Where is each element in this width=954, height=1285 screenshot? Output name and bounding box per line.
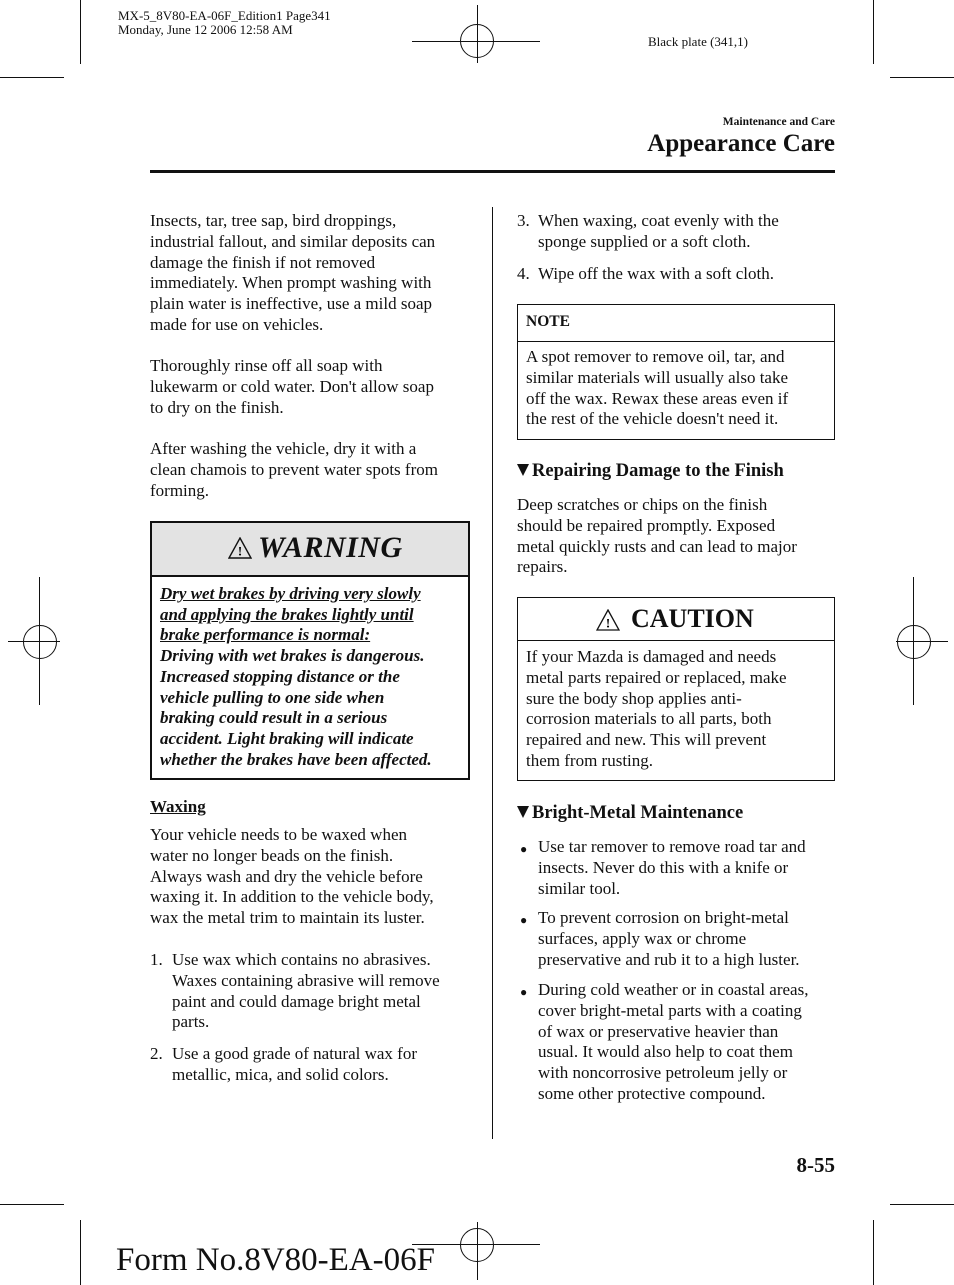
text-line: Thoroughly rinse off all soap with	[150, 356, 383, 375]
text-line: Wipe off the wax with a soft cloth.	[538, 264, 774, 283]
text-line: made for use on vehicles.	[150, 314, 324, 334]
text-line: paint and could damage bright metal	[172, 991, 421, 1011]
step-item	[517, 264, 837, 285]
text-line: similar materials will usually also take	[526, 367, 789, 387]
repair-paragraph	[517, 495, 837, 578]
text-line: Deep scratches or chips on the finish	[517, 495, 768, 514]
print-slug	[118, 9, 331, 37]
warning-icon-glyph: !	[237, 543, 243, 559]
warning-line: Increased stopping distance or the	[160, 666, 400, 686]
bullet-item	[517, 837, 837, 899]
note-box	[517, 304, 835, 440]
step-item	[150, 1044, 470, 1086]
step-item	[150, 950, 470, 1033]
text-line: A spot remover to remove oil, tar, and	[526, 347, 785, 366]
caution-header	[518, 598, 834, 641]
dry-paragraph	[150, 439, 470, 501]
down-triangle-icon	[517, 464, 529, 476]
text-line: When waxing, coat evenly with the	[538, 211, 779, 230]
form-number: Form No.8V80-EA-06F	[116, 1242, 435, 1278]
text-line: repaired and new. This will prevent	[526, 730, 767, 750]
text-line: metal quickly rusts and can lead to major	[517, 536, 797, 556]
text-line: Always wash and dry the vehicle before	[150, 866, 423, 886]
down-triangle-icon	[517, 806, 529, 818]
text-line: some other protective compound.	[538, 1083, 766, 1103]
header-rule	[150, 170, 835, 173]
text-line: metallic, mica, and solid colors.	[172, 1064, 389, 1084]
step-number: 4.	[517, 264, 530, 283]
warning-triangle-icon	[228, 537, 252, 559]
text-line: sure the body shop applies anti-	[526, 688, 742, 708]
print-slug-line2: Monday, June 12 2006 12:58 AM	[118, 22, 293, 37]
text-line: immediately. When prompt washing with	[150, 273, 432, 293]
bullet-item	[517, 908, 837, 970]
warning-line: Dry wet brakes by driving very slowly	[160, 584, 421, 603]
text-line: clean chamois to prevent water spots from	[150, 459, 438, 479]
caution-triangle-icon	[596, 609, 620, 631]
caution-body	[526, 647, 831, 772]
text-line: plain water is ineffective, use a mild soap	[150, 294, 432, 314]
repair-heading	[517, 461, 784, 482]
text-line: cover bright-metal parts with a coating	[538, 1000, 802, 1020]
text-line: If your Mazda is damaged and needs	[526, 647, 777, 666]
page-title: Appearance Care	[647, 130, 835, 157]
warning-line: whether the brakes have been affected.	[160, 749, 432, 769]
section-label: Maintenance and Care	[722, 116, 835, 128]
warning-box	[150, 521, 470, 780]
text-line: corrosion materials to all parts, both	[526, 709, 772, 729]
note-body	[526, 347, 831, 430]
text-line: After washing the vehicle, dry it with a	[150, 439, 417, 458]
text-line: To prevent corrosion on bright-metal	[538, 908, 789, 927]
text-line: Insects, tar, tree sap, bird droppings,	[150, 211, 397, 230]
text-line: to dry on the finish.	[150, 397, 284, 417]
warning-title: WARNING	[258, 531, 403, 564]
plate-label: Black plate (341,1)	[648, 34, 748, 49]
text-line: the rest of the vehicle doesn't need it.	[526, 409, 779, 429]
warning-body	[160, 584, 465, 770]
text-line: Your vehicle needs to be waxed when	[150, 825, 407, 844]
text-line: During cold weather or in coastal areas,	[538, 980, 809, 999]
warning-line: accident. Light braking will indicate	[160, 728, 414, 748]
text-line: forming.	[150, 480, 210, 500]
text-line: Use tar remover to remove road tar and	[538, 837, 806, 856]
bullet-item	[517, 980, 837, 1105]
text-line: Use wax which contains no abrasives.	[172, 950, 431, 969]
step-item	[517, 211, 837, 253]
step-number: 1.	[150, 950, 163, 969]
text-line: wax the metal trim to maintain its luster.	[150, 908, 425, 928]
bright-metal-heading-text: Bright-Metal Maintenance	[532, 803, 744, 823]
text-line: industrial fallout, and similar deposits can	[150, 231, 436, 251]
text-line: parts.	[172, 1012, 210, 1032]
caution-box	[517, 597, 835, 781]
text-line: damage the finish if not removed	[150, 252, 376, 272]
text-line: off the wax. Rewax these areas even if	[526, 388, 789, 408]
text-line: lukewarm or cold water. Don't allow soap	[150, 376, 434, 396]
step-number: 3.	[517, 211, 530, 230]
text-line: usual. It would also help to coat them	[538, 1042, 793, 1062]
text-line: them from rusting.	[526, 750, 654, 770]
text-line: metal parts repaired or replaced, make	[526, 667, 787, 687]
rinse-paragraph	[150, 356, 470, 418]
warning-header	[152, 523, 468, 577]
print-slug-line1: MX-5_8V80-EA-06F_Edition1 Page341	[118, 8, 331, 23]
caution-title: CAUTION	[631, 604, 754, 633]
bullet-dot: ●	[520, 842, 528, 856]
text-line: repairs.	[517, 557, 568, 577]
bright-metal-heading	[517, 803, 743, 824]
repair-heading-text: Repairing Damage to the Finish	[532, 461, 784, 481]
text-line: similar tool.	[538, 878, 621, 898]
text-line: sponge supplied or a soft cloth.	[538, 231, 751, 251]
text-line: insects. Never do this with a knife or	[538, 857, 789, 877]
step-number: 2.	[150, 1044, 163, 1063]
bullet-dot: ●	[520, 913, 528, 927]
text-line: water no longer beads on the finish.	[150, 845, 394, 865]
bullet-dot: ●	[520, 985, 528, 999]
page-number: 8-55	[796, 1153, 835, 1177]
text-line: surfaces, apply wax or chrome	[538, 928, 747, 948]
waxing-paragraph	[150, 825, 470, 929]
text-line: waxing it. In addition to the vehicle body,	[150, 887, 434, 907]
waxing-heading: Waxing	[150, 797, 206, 816]
warning-line: and applying the brakes lightly until	[160, 604, 414, 624]
text-line: should be repaired promptly. Exposed	[517, 515, 776, 535]
text-line: with noncorrosive petroleum jelly or	[538, 1063, 788, 1083]
text-line: of wax or preservative heavier than	[538, 1021, 779, 1041]
text-line: Use a good grade of natural wax for	[172, 1044, 417, 1063]
warning-line: vehicle pulling to one side when	[160, 687, 385, 707]
text-line: preservative and rub it to a high luster.	[538, 949, 800, 969]
note-title: NOTE	[526, 313, 570, 330]
caution-icon-glyph: !	[605, 615, 611, 631]
intro-paragraph	[150, 211, 470, 336]
warning-line: braking could result in a serious	[160, 708, 388, 728]
warning-line: brake performance is normal:	[160, 625, 371, 645]
text-line: Waxes containing abrasive will remove	[172, 970, 440, 990]
warning-line: Driving with wet brakes is dangerous.	[160, 646, 425, 666]
note-header	[518, 305, 834, 342]
